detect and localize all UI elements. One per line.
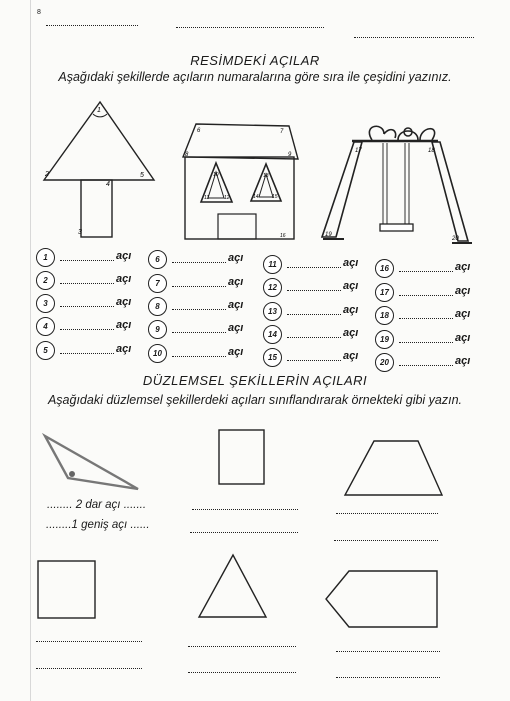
- section2-instruction: Aşağıdaki düzlemsel şekillerdeki açıları sınıflandırarak örnekteki gibi yazın.: [47, 393, 463, 407]
- house-angle-label: 12: [224, 195, 230, 201]
- answer-blank[interactable]: [336, 651, 440, 652]
- answer-suffix: açı: [228, 299, 244, 311]
- angle-number-badge: 4: [36, 317, 55, 336]
- angle-number-badge: 6: [148, 250, 167, 269]
- answer-suffix: açı: [343, 350, 359, 362]
- answer-suffix: açı: [116, 319, 132, 331]
- answer-blank[interactable]: [188, 672, 296, 673]
- angle-number-badge: 12: [263, 278, 282, 297]
- answer-blank[interactable]: [190, 532, 298, 533]
- house-angle-label: 11: [204, 195, 210, 201]
- answer-blank[interactable]: [192, 509, 298, 510]
- angle-number-badge: 10: [148, 344, 167, 363]
- trapezoid-shape: [345, 441, 442, 495]
- answer-suffix: açı: [455, 285, 471, 297]
- answer-suffix: açı: [455, 261, 471, 273]
- rectangle-shape: [219, 430, 264, 484]
- answer-suffix: açı: [116, 250, 132, 262]
- angle-number-badge: 14: [263, 325, 282, 344]
- answer-suffix: açı: [343, 280, 359, 292]
- answer-suffix: açı: [455, 308, 471, 320]
- angle-number-badge: 3: [36, 294, 55, 313]
- house-angle-label: 7: [280, 129, 284, 135]
- house-angle-label: 13: [263, 173, 269, 179]
- swing-angle-label: 20: [452, 236, 459, 242]
- answer-suffix: açı: [343, 327, 359, 339]
- answer-suffix: açı: [343, 257, 359, 269]
- angle-number-badge: 16: [375, 259, 394, 278]
- angle-number-badge: 15: [263, 348, 282, 367]
- answer-blank[interactable]: [188, 646, 296, 647]
- answer-suffix: açı: [455, 332, 471, 344]
- swing-angle-label: 19: [325, 232, 332, 238]
- house-angle-label: 10: [213, 172, 219, 178]
- angle-number-badge: 7: [148, 274, 167, 293]
- angle-number-badge: 8: [148, 297, 167, 316]
- answer-blank[interactable]: [36, 641, 142, 642]
- house-angle-label: 9: [288, 152, 292, 158]
- tree-angle-label: 2: [45, 171, 49, 178]
- angle-number-badge: 19: [375, 330, 394, 349]
- answer-blank[interactable]: [336, 513, 438, 514]
- square-shape: [38, 561, 95, 618]
- answer-blank[interactable]: [336, 677, 440, 678]
- example-line-2: ........1 geniş açı ......: [46, 519, 150, 531]
- swing-angle-label: 18: [428, 148, 435, 154]
- answer-suffix: açı: [228, 252, 244, 264]
- answer-suffix: açı: [343, 304, 359, 316]
- obtuse-triangle-shape: [45, 436, 138, 489]
- angle-number-badge: 9: [148, 320, 167, 339]
- house-angle-label: 16: [280, 233, 286, 239]
- answer-suffix: açı: [116, 296, 132, 308]
- house-angle-label: 6: [197, 128, 201, 134]
- section1-title: RESİMDEKİ AÇILAR: [190, 53, 320, 68]
- corner-mark: 8: [37, 9, 41, 16]
- answer-suffix: açı: [116, 273, 132, 285]
- tree-angle-label: 4: [106, 181, 110, 188]
- answer-suffix: açı: [228, 346, 244, 358]
- answer-blank[interactable]: [36, 668, 142, 669]
- example-line-1: ........ 2 dar açı .......: [47, 499, 147, 511]
- house-angle-label: 14: [253, 194, 259, 200]
- section2-title: DÜZLEMSEL ŞEKİLLERİN AÇILARI: [142, 373, 368, 388]
- angle-number-badge: 5: [36, 341, 55, 360]
- tree-angle-label: 1: [97, 107, 101, 114]
- answer-blank[interactable]: [334, 540, 438, 541]
- angle-number-badge: 18: [375, 306, 394, 325]
- angle-number-badge: 20: [375, 353, 394, 372]
- section1-instruction: Aşağıdaki şekillerde açıların numaralarına göre sıra ile çeşidini yazınız.: [58, 70, 452, 84]
- swing-angle-label: 17: [355, 148, 362, 154]
- tree-angle-label: 3: [78, 229, 82, 236]
- house-angle-label: 15: [272, 194, 278, 200]
- triangle-shape: [199, 555, 266, 617]
- angle-number-badge: 2: [36, 271, 55, 290]
- angle-number-badge: 13: [263, 302, 282, 321]
- house-angle-label: 8: [185, 152, 189, 158]
- angle-number-badge: 17: [375, 283, 394, 302]
- angle-number-badge: 11: [263, 255, 282, 274]
- answer-suffix: açı: [455, 355, 471, 367]
- tree-angle-label: 5: [140, 172, 144, 179]
- answer-suffix: açı: [228, 276, 244, 288]
- pentagon-arrow-shape: [326, 571, 437, 627]
- answer-suffix: açı: [228, 322, 244, 334]
- answer-suffix: açı: [116, 343, 132, 355]
- angle-number-badge: 1: [36, 248, 55, 267]
